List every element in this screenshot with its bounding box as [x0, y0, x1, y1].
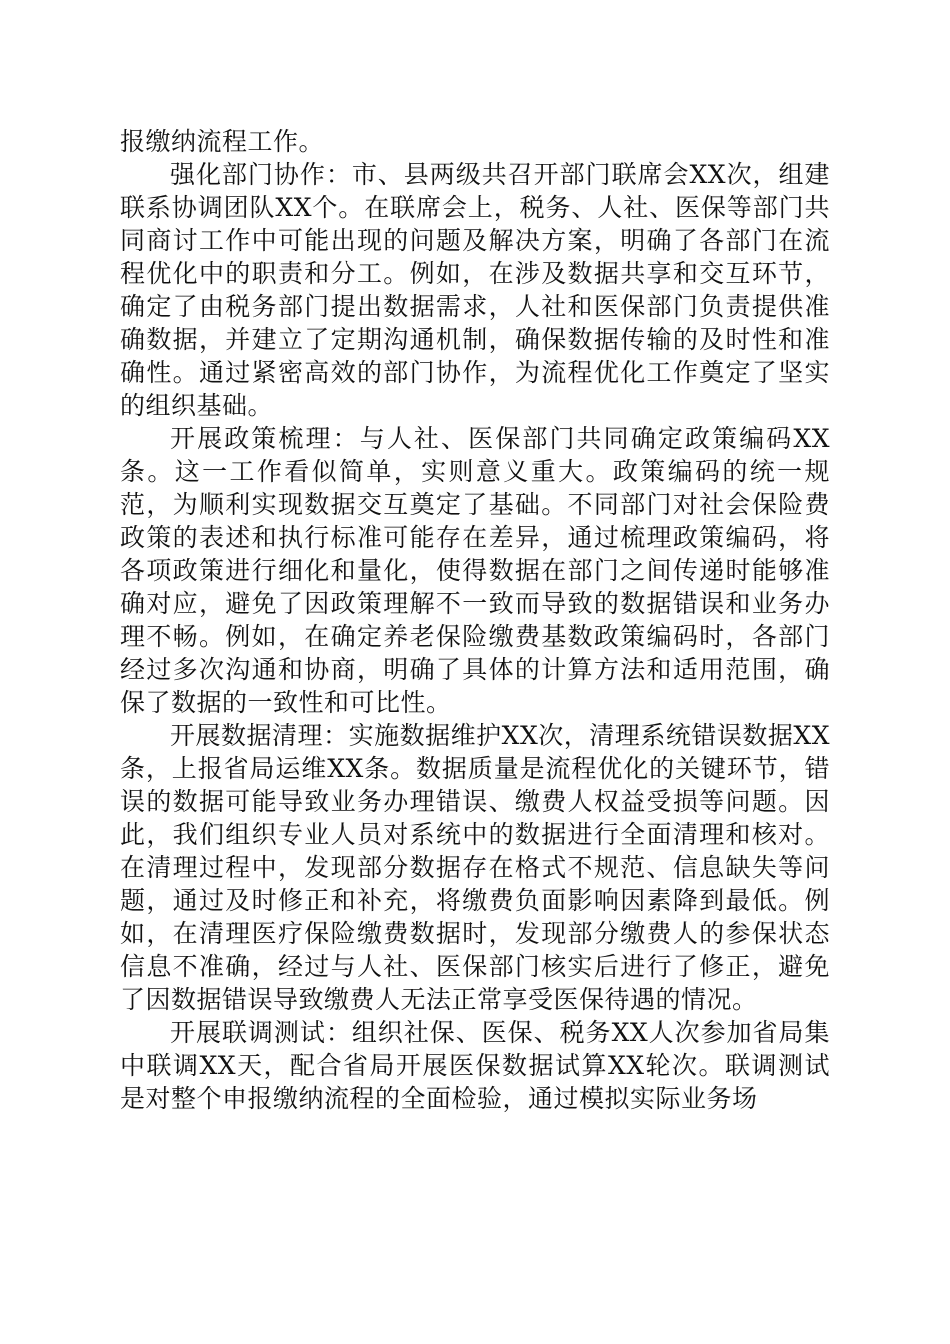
paragraph-continuation: 报缴纳流程工作。 [120, 127, 325, 156]
paragraph-department-collaboration: 强化部门协作：市、县两级共召开部门联席会XX次，组建联系协调团队XX个。在联席会上，税务、人社、医保等部门共同商讨工作中可能出现的问题及解决方案，明确了各部门在流程优化中的职责和分工。例如，在涉及数据共享和交互环节，确定了由税务部门提出数据需求，人社和医保部门负责提供准确数据，并建立了定期沟通机制，确保数据传输的及时性和准确性。通过紧密高效的部门协作，为流程优化工作奠定了坚实的组织基础。 [120, 160, 830, 420]
document-page [120, 125, 830, 1115]
paragraph-joint-testing: 开展联调测试：组织社保、医保、税务XX人次参加省局集中联调XX天，配合省局开展医保数据试算XX轮次。联调测试是对整个申报缴纳流程的全面检验，通过模拟实际业务场 [120, 1018, 830, 1113]
paragraph-data-cleanup: 开展数据清理：实施数据维护XX次，清理系统错误数据XX条，上报省局运维XX条。数据质量是流程优化的关键环节，错误的数据可能导致业务办理错误、缴费人权益受损等问题。因此，我们组织专业人员对系统中的数据进行全面清理和核对。在清理过程中，发现部分数据存在格式不规范、信息缺失等问题，通过及时修正和补充，将缴费负面影响因素降到最低。例如，在清理医疗保险缴费数据时，发现部分缴费人的参保状态信息不准确，经过与人社、医保部门核实后进行了修正，避免了因数据错误导致缴费人无法正常享受医保待遇的情况。 [120, 721, 830, 1014]
paragraph-policy-review: 开展政策梳理：与人社、医保部门共同确定政策编码XX条。这一工作看似简单，实则意义重大。政策编码的统一规范，为顺利实现数据交互奠定了基础。不同部门对社会保险费政策的表述和执行标准可能存在差异，通过梳理政策编码，将各项政策进行细化和量化，使得数据在部门之间传递时能够准确对应，避免了因政策理解不一致而导致的数据错误和业务办理不畅。例如，在确定养老保险缴费基数政策编码时，各部门经过多次沟通和协商，明确了具体的计算方法和适用范围，确保了数据的一致性和可比性。 [120, 424, 830, 717]
